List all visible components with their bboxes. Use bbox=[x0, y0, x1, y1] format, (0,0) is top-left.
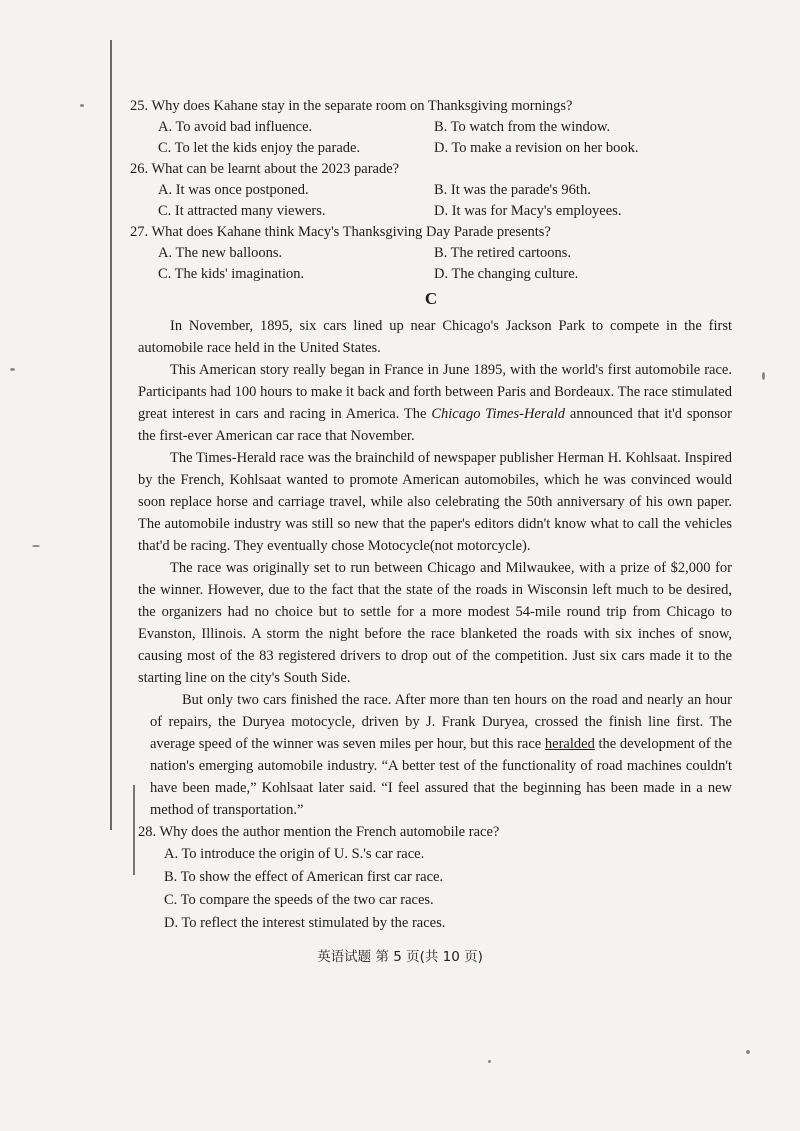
passage-paragraph-4: The race was originally set to run between Chicago and Milwaukee, with a prize of $2,000 for the winner. However, due to the fact that the state of the roads in Wisconsin left much to be desired, the organizers had no choice but to settle for a more modest 54-mile round trip from Chicago to Evanston, Illinois. A storm the night before the race blanketed the roads with six inches of snow, causing most of the 83 registered drivers to drop out of the competition. Just six cars made it to the starting line on the city's South Side. bbox=[138, 560, 732, 686]
question-25-options bbox=[120, 117, 732, 159]
passage-paragraph-3: The Times-Herald race was the brainchild of newspaper publisher Herman H. Kohlsaat. Inspired by the French, Kohlsaat wanted to promote American automobiles, which he was convinced would soon replace horse and carriage travel, while also celebrating the 50th anniversary of his own paper. The automobile industry was still so new that the paper's editors didn't know what to call the vehicles that'd be racing. They eventually chose Motocycle(not motorcycle). bbox=[138, 450, 732, 554]
question-25-option-c: C. To let the kids enjoy the parade. bbox=[158, 140, 361, 156]
binding-margin-line bbox=[110, 40, 112, 830]
page-footer: 英语试题 第 5 页(共 10 页) bbox=[317, 949, 483, 965]
question-27-option-b: B. The retired cartoons. bbox=[434, 245, 572, 261]
question-28-option-c: C. To compare the speeds of the two car races. bbox=[164, 892, 434, 908]
question-27-options bbox=[120, 243, 732, 285]
question-28-option-b: B. To show the effect of American first car race. bbox=[164, 869, 444, 885]
question-26-option-d: D. It was for Macy's employees. bbox=[434, 203, 622, 219]
question-28-option-d: D. To reflect the interest stimulated by the races. bbox=[164, 915, 446, 931]
question-25-stem: 25. Why does Kahane stay in the separate room on Thanksgiving mornings? bbox=[130, 98, 573, 114]
scan-speck bbox=[746, 1050, 750, 1054]
passage-paragraph-5-text-a: But only two cars finished the race. After more than ten hours on the road and nearly an hour of repairs, the Duryea motocycle, driven by J. Frank Duryea, crossed the finish line first. The average speed of the winner was seven miles per hour, but this race bbox=[150, 692, 732, 752]
question-27-option-d: D. The changing culture. bbox=[434, 266, 579, 282]
passage-paragraph-2 bbox=[120, 359, 732, 447]
page-content bbox=[120, 96, 732, 935]
question-25-option-b: B. To watch from the window. bbox=[434, 119, 611, 135]
scan-speck bbox=[10, 368, 15, 371]
question-26-option-b: B. It was the parade's 96th. bbox=[434, 182, 591, 198]
passage-paragraph-5-text-b: the development of the nation's emerging automobile industry. “A better test of the functionality of road machines couldn't have been made,” Kohlsaat later said. “I feel assured that the beginning has been made in a new method of transportation.” bbox=[150, 736, 733, 818]
section-c-title: C bbox=[424, 289, 438, 308]
question-27-stem: 27. What does Kahane think Macy's Thanksgiving Day Parade presents? bbox=[130, 224, 551, 240]
passage-paragraph-1: In November, 1895, six cars lined up near Chicago's Jackson Park to compete in the first automobile race held in the United States. bbox=[138, 318, 732, 356]
question-26-options bbox=[120, 180, 732, 222]
question-26-option-a: A. It was once postponed. bbox=[158, 182, 309, 198]
question-28-option-a: A. To introduce the origin of U. S.'s car race. bbox=[164, 846, 425, 862]
question-27-option-c: C. The kids' imagination. bbox=[158, 266, 305, 282]
passage-paragraph-5 bbox=[120, 689, 732, 821]
scan-speck bbox=[80, 104, 84, 107]
question-27-option-a: A. The new balloons. bbox=[158, 245, 283, 261]
question-28-options bbox=[120, 843, 732, 935]
question-25-option-a: A. To avoid bad influence. bbox=[158, 119, 313, 135]
question-25-option-d: D. To make a revision on her book. bbox=[434, 140, 639, 156]
newspaper-name: Chicago Times-Herald bbox=[431, 406, 566, 422]
question-26-stem: 26. What can be learnt about the 2023 parade? bbox=[130, 161, 400, 177]
question-26-option-c: C. It attracted many viewers. bbox=[158, 203, 326, 219]
scan-speck bbox=[762, 372, 765, 380]
passage-paragraph-2-text-b: announced that it'd sponsor the first-ever American car race that November. bbox=[138, 406, 732, 444]
passage-paragraph-2-text-a: This American story really began in France in June 1895, with the world's first automobile race. Participants had 100 hours to make it back and forth between Paris and Bordeaux. The race stimulated great interest in cars and racing in America. The bbox=[138, 362, 732, 422]
question-28-stem: 28. Why does the author mention the French automobile race? bbox=[138, 824, 500, 840]
underlined-word: heralded bbox=[544, 736, 595, 752]
scan-speck bbox=[488, 1060, 491, 1063]
scan-speck bbox=[32, 545, 40, 547]
